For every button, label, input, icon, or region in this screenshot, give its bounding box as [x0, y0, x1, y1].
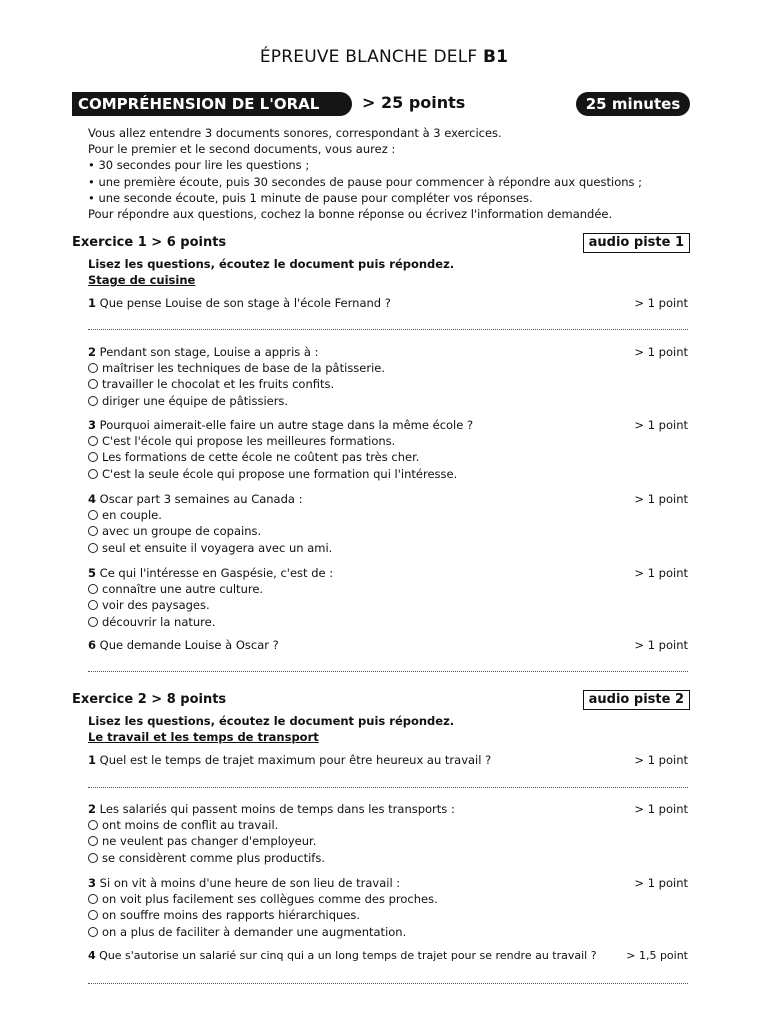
answer-line[interactable]	[88, 671, 688, 672]
answer-line[interactable]	[88, 983, 688, 984]
option-text: Les formations de cette école ne coûtent pas très cher.	[102, 450, 420, 465]
question-points: > 1 point	[634, 638, 688, 652]
option-text: C'est l'école qui propose les meilleures formations.	[102, 434, 396, 449]
question-points: > 1 point	[634, 492, 688, 506]
ex1-question-1	[88, 295, 688, 311]
intro-line: Pour le premier et le second documents, vous aurez :	[88, 142, 396, 157]
radio-circle-icon[interactable]	[88, 853, 98, 863]
title-main: ÉPREUVE BLANCHE DELF	[259, 47, 478, 67]
question-text: Que pense Louise de son stage à l'école Fernand ?	[99, 296, 391, 310]
ex2-question-1	[88, 752, 688, 768]
option[interactable]	[88, 433, 688, 449]
option-text: voir des paysages.	[102, 598, 210, 613]
question-text: Pourquoi aimerait-elle faire un autre stage dans la même école ?	[99, 418, 474, 432]
radio-circle-icon[interactable]	[88, 436, 98, 446]
option-text: connaître une autre culture.	[102, 582, 264, 597]
question-text: Ce qui l'intéresse en Gaspésie, c'est de :	[99, 566, 334, 580]
question-text: Que demande Louise à Oscar ?	[99, 638, 279, 652]
question-number: 3	[88, 876, 97, 890]
exercise-2-topic: Le travail et les temps de transport	[88, 730, 319, 745]
exercise-1-audio-label: audio piste 1	[583, 233, 690, 253]
option-text: découvrir la nature.	[102, 614, 216, 629]
question-points: > 1 point	[634, 296, 688, 310]
option-text: ne veulent pas changer d'employeur.	[102, 834, 317, 849]
question-points: > 1 point	[634, 753, 688, 767]
page-title	[0, 47, 768, 67]
radio-circle-icon[interactable]	[88, 617, 98, 627]
intro-line: • une première écoute, puis 30 secondes de pause pour commencer à répondre aux questions ;	[88, 174, 643, 189]
option[interactable]	[88, 597, 688, 613]
option-text: diriger une équipe de pâtissiers.	[102, 393, 289, 408]
question-number: 4	[88, 949, 96, 962]
option[interactable]	[88, 393, 688, 409]
question-text: Si on vit à moins d'une heure de son lieu de travail :	[99, 876, 401, 890]
question-number: 5	[88, 566, 97, 580]
question-number: 1	[88, 753, 97, 767]
ex1-question-6	[88, 637, 688, 653]
exercise-2-instruction: Lisez les questions, écoutez le document puis répondez.	[88, 714, 455, 728]
question-points: > 1 point	[634, 876, 688, 890]
option[interactable]	[88, 924, 688, 940]
section-points: > 25 points	[362, 93, 466, 112]
radio-circle-icon[interactable]	[88, 363, 98, 373]
question-text: Pendant son stage, Louise a appris à :	[99, 345, 319, 359]
question-number: 1	[88, 296, 97, 310]
ex2-question-2	[88, 801, 688, 866]
exercise-2-title: Exercice 2 > 8 points	[72, 692, 227, 707]
ex1-question-4	[88, 491, 688, 556]
exercise-2-audio-label: audio piste 2	[583, 690, 690, 710]
exercise-1-instructions	[88, 256, 688, 288]
option[interactable]	[88, 523, 688, 539]
section-name: COMPRÉHENSION DE L'ORAL	[72, 92, 352, 116]
radio-circle-icon[interactable]	[88, 894, 98, 904]
question-text: Oscar part 3 semaines au Canada :	[99, 492, 303, 506]
ex2-question-3	[88, 875, 688, 940]
radio-circle-icon[interactable]	[88, 820, 98, 830]
question-text: Que s'autorise un salarié sur cinq qui a un long temps de trajet pour se rendre au travail ?	[99, 949, 597, 962]
option[interactable]	[88, 376, 688, 392]
radio-circle-icon[interactable]	[88, 584, 98, 594]
question-points: > 1 point	[634, 418, 688, 432]
option-text: avec un groupe de copains.	[102, 524, 262, 539]
answer-line[interactable]	[88, 329, 688, 330]
ex1-question-5	[88, 565, 688, 630]
option[interactable]	[88, 360, 688, 376]
exercise-2-header	[72, 690, 690, 710]
intro-line: Pour répondre aux questions, cochez la bonne réponse ou écrivez l'information demandée.	[88, 207, 613, 222]
question-points: > 1 point	[634, 802, 688, 816]
option-text: travailler le chocolat et les fruits confits.	[102, 377, 335, 392]
option[interactable]	[88, 449, 688, 465]
radio-circle-icon[interactable]	[88, 836, 98, 846]
radio-circle-icon[interactable]	[88, 379, 98, 389]
question-number: 2	[88, 345, 97, 359]
option-text: ont moins de conflit au travail.	[102, 818, 279, 833]
question-text: Quel est le temps de trajet maximum pour être heureux au travail ?	[99, 753, 492, 767]
ex2-question-4	[88, 948, 688, 964]
section-duration: 25 minutes	[576, 92, 690, 116]
question-number: 2	[88, 802, 97, 816]
radio-circle-icon[interactable]	[88, 600, 98, 610]
radio-circle-icon[interactable]	[88, 469, 98, 479]
intro-line: • une seconde écoute, puis 1 minute de pause pour compléter vos réponses.	[88, 190, 533, 205]
section-header	[72, 92, 690, 118]
exercise-2-instructions	[88, 713, 688, 745]
exercise-1-instruction: Lisez les questions, écoutez le document puis répondez.	[88, 257, 455, 271]
radio-circle-icon[interactable]	[88, 510, 98, 520]
option[interactable]	[88, 466, 688, 482]
radio-circle-icon[interactable]	[88, 927, 98, 937]
question-number: 3	[88, 418, 97, 432]
option-text: se considèrent comme plus productifs.	[102, 850, 325, 865]
intro-line: • 30 secondes pour lire les questions ;	[88, 158, 310, 173]
question-number: 6	[88, 638, 97, 652]
question-points: > 1 point	[634, 345, 688, 359]
option[interactable]	[88, 507, 688, 523]
option[interactable]	[88, 850, 688, 866]
exercise-1-topic: Stage de cuisine	[88, 273, 196, 288]
radio-circle-icon[interactable]	[88, 396, 98, 406]
option-text: seul et ensuite il voyagera avec un ami.	[102, 540, 333, 555]
option-text: on a plus de faciliter à demander une augmentation.	[102, 924, 407, 939]
option-text: on voit plus facilement ses collègues comme des proches.	[102, 892, 438, 907]
instructions	[88, 125, 688, 222]
ex1-question-3	[88, 417, 688, 482]
ex1-question-2	[88, 344, 688, 409]
option[interactable]	[88, 614, 688, 630]
question-points: > 1 point	[634, 566, 688, 580]
option[interactable]	[88, 540, 688, 556]
exercise-1-header	[72, 233, 690, 253]
radio-circle-icon[interactable]	[88, 910, 98, 920]
intro-line: Vous allez entendre 3 documents sonores, correspondant à 3 exercices.	[88, 126, 502, 140]
option-text: en couple.	[102, 508, 162, 523]
question-text: Les salariés qui passent moins de temps dans les transports :	[99, 802, 455, 816]
option[interactable]	[88, 581, 688, 597]
answer-line[interactable]	[88, 787, 688, 788]
option[interactable]	[88, 833, 688, 849]
question-number: 4	[88, 492, 97, 506]
option[interactable]	[88, 891, 688, 907]
question-points: > 1,5 point	[626, 949, 688, 962]
radio-circle-icon[interactable]	[88, 452, 98, 462]
radio-circle-icon[interactable]	[88, 543, 98, 553]
title-level: B1	[482, 47, 509, 67]
option-text: on souffre moins des rapports hiérarchiques.	[102, 908, 361, 923]
option[interactable]	[88, 907, 688, 923]
radio-circle-icon[interactable]	[88, 526, 98, 536]
option-text: C'est la seule école qui propose une formation qui l'intéresse.	[102, 466, 458, 481]
option[interactable]	[88, 817, 688, 833]
option-text: maîtriser les techniques de base de la pâtisserie.	[102, 361, 386, 376]
exercise-1-title: Exercice 1 > 6 points	[72, 235, 227, 250]
